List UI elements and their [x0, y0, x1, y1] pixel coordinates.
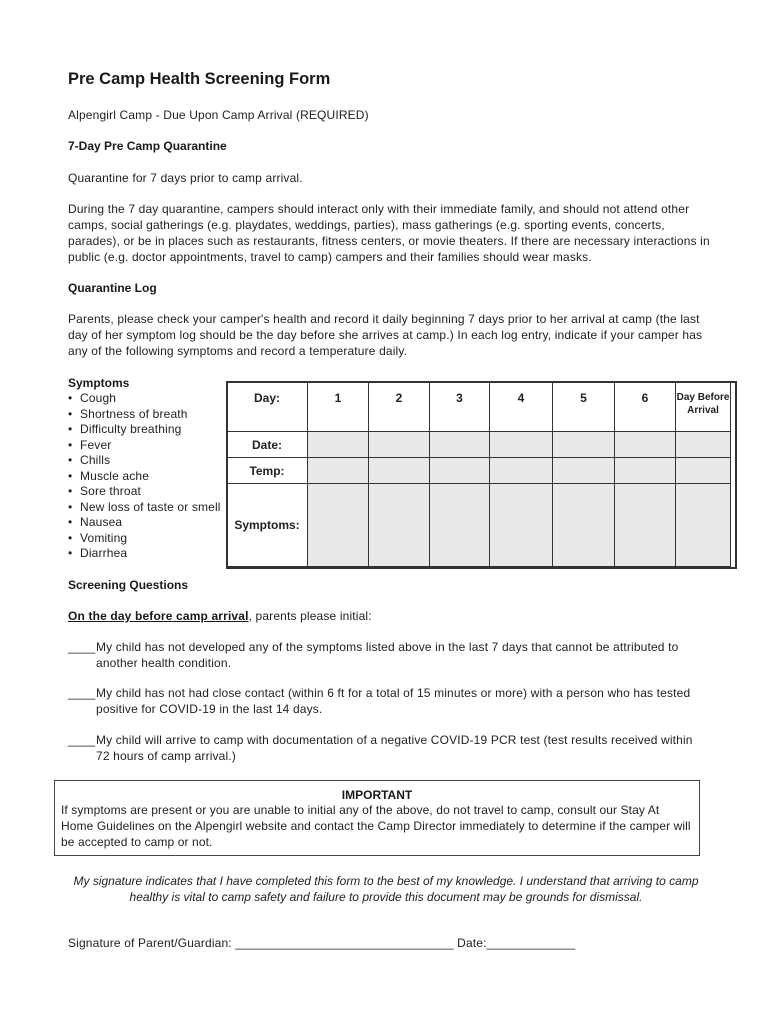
date-label: Date:: [457, 936, 487, 950]
symptoms-cell[interactable]: [430, 484, 490, 567]
screening-lead-rest: , parents please initial:: [248, 609, 372, 623]
symptom-item: • Nausea: [68, 515, 221, 531]
date-label: Date:: [227, 432, 308, 458]
signature-declaration: My signature indicates that I have completed this form to the best of my knowledge. I understand that arriving to camp healthy is vital to camp safety and failure to provide this document may be grounds for dismissal.: [73, 874, 699, 904]
date-cell[interactable]: [553, 432, 615, 458]
question-text: My child has not developed any of the symptoms listed above in the last 7 days that cannot be attributed to another health condition.: [96, 640, 679, 670]
temp-cell[interactable]: [490, 458, 553, 484]
day-header-2: 2: [369, 383, 430, 432]
temp-cell[interactable]: [430, 458, 490, 484]
symptoms-label: Symptoms:: [227, 484, 308, 567]
screening-question-2: [68, 685, 708, 717]
symptom-item: • Chills: [68, 453, 221, 469]
log-heading: Quarantine Log: [68, 281, 157, 295]
temp-cell[interactable]: [676, 458, 731, 484]
date-cell[interactable]: [615, 432, 676, 458]
date-line[interactable]: _____________: [486, 936, 576, 950]
screening-question-1: [68, 639, 708, 671]
symptoms-cell[interactable]: [615, 484, 676, 567]
signature-line[interactable]: ________________________________: [235, 936, 454, 950]
signature-label: Signature of Parent/Guardian:: [68, 936, 232, 950]
important-text: If symptoms are present or you are unable to initial any of the above, do not travel to camp, consult our Stay At Home Guidelines on the Alpengirl website and contact the Camp Director immediately to determine if the camper will be accepted to camp or not.: [61, 803, 691, 849]
log-text: Parents, please check your camper's health and record it daily beginning 7 days prior to her arrival at camp (the last day of her symptom log should be the day before she arrives at camp.) In each log entry, indicate if your camper has any of the following symptoms and record a temperature daily.: [68, 312, 703, 358]
temp-cell[interactable]: [615, 458, 676, 484]
date-cell[interactable]: [490, 432, 553, 458]
screening-lead: [68, 608, 372, 624]
important-box: [54, 780, 700, 856]
screening-heading: Screening Questions: [68, 578, 189, 592]
symptom-item: • Fever: [68, 438, 221, 454]
symptom-item: • Sore throat: [68, 484, 221, 500]
symptoms-cell[interactable]: [553, 484, 615, 567]
quarantine-heading: 7-Day Pre Camp Quarantine: [68, 139, 227, 153]
day-header-6: 6: [615, 383, 676, 432]
temp-label: Temp:: [227, 458, 308, 484]
symptoms-cell[interactable]: [490, 484, 553, 567]
screening-lead-underlined: On the day before camp arrival: [68, 609, 249, 623]
day-header-3: 3: [430, 383, 490, 432]
symptoms-heading: Symptoms: [68, 376, 130, 390]
temp-cell[interactable]: [308, 458, 369, 484]
day-header-5: 5: [553, 383, 615, 432]
initial-blank[interactable]: ____: [68, 686, 96, 700]
day-header-before-arrival: Day Before Arrival: [676, 383, 731, 432]
symptoms-cell[interactable]: [369, 484, 430, 567]
symptoms-cell[interactable]: [676, 484, 731, 567]
day-label: Day:: [227, 383, 308, 432]
question-text: My child has not had close contact (within 6 ft for a total of 15 minutes or more) with a person who has tested positive for COVID-19 in the last 14 days.: [96, 686, 691, 716]
initial-blank[interactable]: ____: [68, 640, 96, 654]
symptom-item: • Vomiting: [68, 531, 221, 547]
temp-cell[interactable]: [553, 458, 615, 484]
date-cell[interactable]: [308, 432, 369, 458]
symptom-item: • Diarrhea: [68, 546, 221, 562]
subtitle: Alpengirl Camp - Due Upon Camp Arrival (REQUIRED): [68, 108, 369, 122]
temp-cell[interactable]: [369, 458, 430, 484]
signature-row: [68, 935, 575, 951]
date-cell[interactable]: [430, 432, 490, 458]
symptom-item: • Cough: [68, 391, 221, 407]
symptom-item: • Shortness of breath: [68, 407, 221, 423]
symptoms-list: [68, 391, 221, 562]
question-text: My child will arrive to camp with documentation of a negative COVID-19 PCR test (test results received within 72 hours of camp arrival.): [96, 733, 693, 763]
date-cell[interactable]: [369, 432, 430, 458]
day-header-4: 4: [490, 383, 553, 432]
day-header-1: 1: [308, 383, 369, 432]
initial-blank[interactable]: ____: [68, 733, 96, 747]
important-heading: IMPORTANT: [341, 788, 413, 802]
symptom-item: • Muscle ache: [68, 469, 221, 485]
quarantine-details: During the 7 day quarantine, campers should interact only with their immediate family, and should not attend other camps, social gatherings (e.g. playdates, weddings, parties), mass gatherings (e.g. sporting events, concerts, parades), or be in places such as restaurants, fitness centers, or movie theaters. If there are necessary interactions in public (e.g. doctor appointments, travel to camp) campers and their families should wear masks.: [68, 202, 710, 264]
date-cell[interactable]: [676, 432, 731, 458]
quarantine-log-table: [226, 382, 731, 567]
symptoms-cell[interactable]: [308, 484, 369, 567]
symptom-item: • Difficulty breathing: [68, 422, 221, 438]
quarantine-intro: Quarantine for 7 days prior to camp arrival.: [68, 171, 303, 185]
symptom-item: • New loss of taste or smell: [68, 500, 221, 516]
screening-question-3: [68, 732, 708, 764]
page-title: Pre Camp Health Screening Form: [68, 70, 331, 88]
